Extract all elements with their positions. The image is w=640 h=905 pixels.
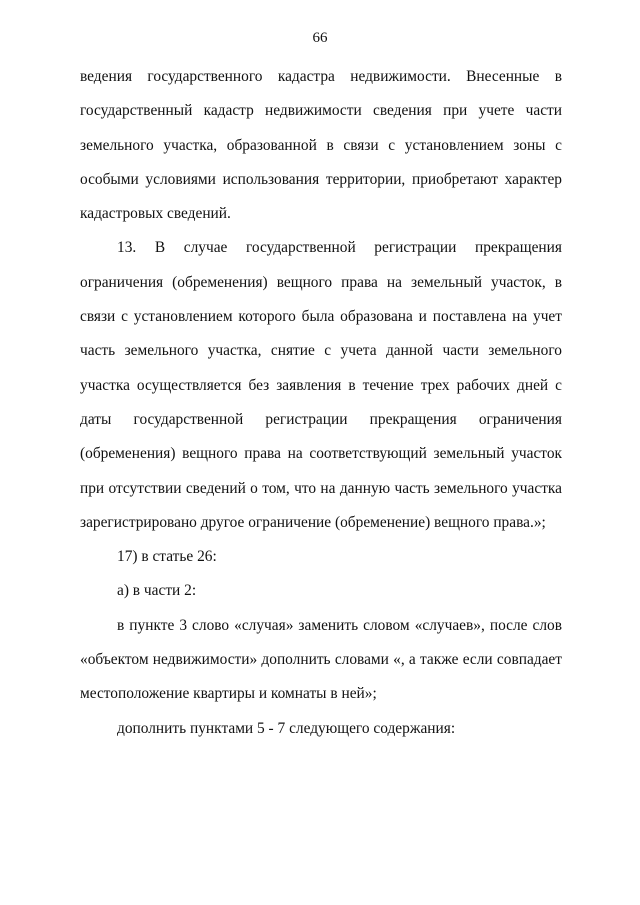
paragraph-item-17: 17) в статье 26: — [117, 548, 217, 566]
paragraph-point-3-amendment: в пункте 3 слово «случая» заменить словом «случаев», после слов «объектом недвижимости» дополнить словами «, а также если совпадает местоположение квартиры и комнаты в ней»; — [80, 616, 562, 703]
paragraph-cadastre-continuation: ведения государственного кадастра недвижимости. Внесенные в государственный кадастр недвижимости сведения при учете части земельного участка, образованной в связи с установлением зоны с особыми условиями использования территории, приобретают характер кадастровых сведений. — [80, 68, 562, 223]
paragraph-item-13: 13. В случае государственной регистрации прекращения ограничения (обременения) вещного права на земельный участок, в связи с установлением которого была образована и поставлена на учет часть земельного участка, снятие с учета данной части земельного участка осуществляется без заявления в течение трех рабочих дней с даты государственной регистрации прекращения ограничения (обременения) вещного права на соответствующий земельный участок при отсутствии сведений о том, что на данную часть земельного участка зарегистрировано другое ограничение (обременение) вещного права.»; — [80, 239, 562, 531]
page-number: 66 — [312, 30, 328, 46]
document-body — [80, 60, 562, 746]
paragraph-subitem-a: а) в части 2: — [117, 582, 197, 600]
paragraph-add-points: дополнить пунктами 5 - 7 следующего содержания: — [117, 719, 456, 737]
